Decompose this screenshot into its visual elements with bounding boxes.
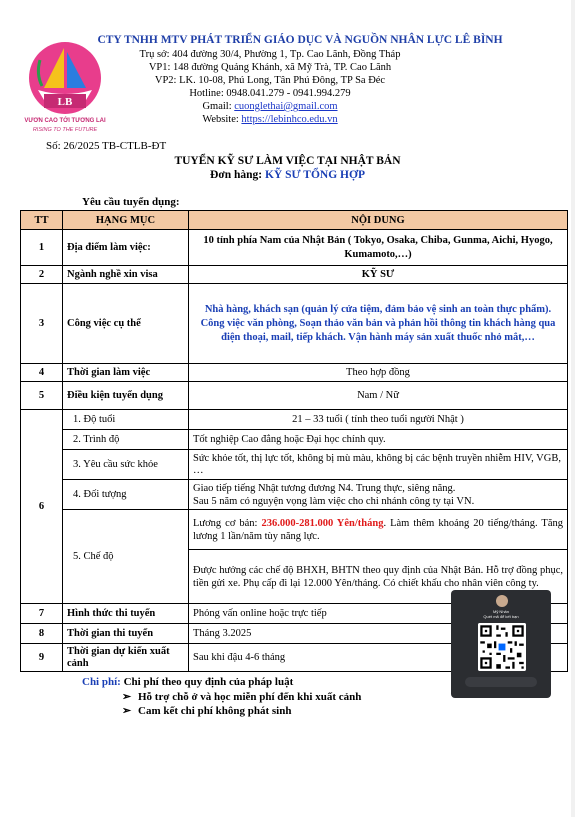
letterhead	[0, 0, 575, 140]
row-content: Tháng 3.2025	[189, 624, 568, 644]
row-content: Sau khi đậu 4-6 tháng	[189, 644, 568, 672]
table-row	[21, 510, 568, 550]
logo-text: LB	[57, 96, 73, 108]
row-content	[189, 480, 568, 510]
qr-action-button[interactable]	[465, 677, 537, 687]
qr-subtitle: Quét mã để kết bạn	[483, 614, 519, 619]
row-item: Thời gian làm việc	[63, 364, 189, 382]
row-number: 1	[21, 230, 63, 266]
table-row	[21, 430, 568, 450]
row-number: 3	[21, 284, 63, 364]
logo-slogan-vi: VƯƠN CAO TỚI TƯƠNG LAI	[24, 118, 106, 124]
row-item: Công việc cụ thể	[63, 284, 189, 364]
arrow-bullet-icon: ➢	[122, 705, 132, 717]
company-hotline: Hotline: 0948.041.279 - 0941.994.279	[189, 88, 351, 99]
row-item: Địa điểm làm việc:	[63, 230, 189, 266]
company-logo	[22, 38, 108, 138]
list-item	[122, 690, 361, 704]
costs-bullets	[122, 690, 361, 718]
arrow-bullet-icon: ➢	[122, 691, 132, 703]
row-item: 1. Độ tuổi	[63, 410, 189, 430]
table-row	[21, 382, 568, 410]
row-item: 5. Chế độ	[63, 510, 189, 604]
table-header-row	[21, 211, 568, 230]
table-row	[21, 450, 568, 480]
requirements-label: Yêu cầu tuyển dụng:	[82, 196, 180, 208]
company-vp2: VP2: LK. 10-08, Phú Long, Tân Phú Đông, TP Sa Đéc	[154, 75, 386, 86]
header-content: NỘI DUNG	[189, 211, 568, 230]
row-content: 10 tỉnh phía Nam của Nhật Bản ( Tokyo, Osaka, Chiba, Gunma, Aichi, Hyogo, Kumamoto,…)	[189, 230, 568, 266]
target-line-1: Giao tiếp tiếng Nhật tương đương N4. Trung thực, siêng năng.	[193, 482, 456, 494]
order-value: KỸ SƯ TỔNG HỢP	[264, 169, 365, 181]
website-link[interactable]: https://lebinhco.edu.vn	[241, 114, 338, 125]
row-content: Nam / Nữ	[189, 382, 568, 410]
row-number: 9	[21, 644, 63, 672]
qr-code-icon	[478, 623, 526, 671]
row-number: 7	[21, 604, 63, 624]
row-content: Phỏng vấn online hoặc trực tiếp	[189, 604, 568, 624]
row-content: Sức khỏe tốt, thị lực tốt, không bị mù màu, không bị các bệnh truyền nhiễm HIV, VGB, …	[189, 450, 568, 480]
row-number: 8	[21, 624, 63, 644]
company-vp1: VP1: 148 đường Quảng Khánh, xã Mỹ Trà, TP. Cao Lãnh	[148, 62, 392, 73]
row-item: 4. Đối tượng	[63, 480, 189, 510]
document-title: TUYỂN KỸ SƯ LÀM VIỆC TẠI NHẬT BẢN	[174, 155, 401, 167]
gmail-link[interactable]: cuonglethai@gmail.com	[234, 101, 338, 112]
row-number: 2	[21, 266, 63, 284]
costs-label: Chi phí:	[82, 676, 121, 688]
row-item: 2. Trình độ	[63, 430, 189, 450]
header-item: HẠNG MỤC	[63, 211, 189, 230]
row-content: Theo hợp đồng	[189, 364, 568, 382]
scrollbar[interactable]	[571, 0, 575, 817]
row-content: KỸ SƯ	[189, 266, 568, 284]
salary-value: 236.000-281.000 Yên/tháng	[261, 517, 384, 529]
company-contact	[120, 48, 420, 126]
row-content: Nhà hàng, khách sạn (quản lý cửa tiệm, đảm bảo vệ sinh an toàn thực phẩm). Công việc văn phòng, Soạn thảo văn bản và phản hồi thông tin khách hàng qua điện thoại, mail, tiếp khách. Vận hành máy sản xuất thuốc nhỏ mắt,…	[189, 284, 568, 364]
company-name: CTY TNHH MTV PHÁT TRIỂN GIÁO DỤC VÀ NGUỒN NHÂN LỰC LÊ BÌNH	[97, 34, 503, 46]
table-row	[21, 410, 568, 430]
row-item: Điều kiện tuyển dụng	[63, 382, 189, 410]
zalo-qr-card[interactable]	[451, 590, 551, 698]
row-number: 5	[21, 382, 63, 410]
header-tt: TT	[21, 211, 63, 230]
costs-text: Chi phí theo quy định của pháp luật	[120, 676, 294, 688]
table-row	[21, 480, 568, 510]
row-content: Tốt nghiệp Cao đẳng hoặc Đại học chính quy.	[189, 430, 568, 450]
list-item	[122, 704, 361, 718]
order-label: Đơn hàng:	[210, 169, 265, 181]
qr-owner-name: Mỹ Nhân	[492, 609, 509, 614]
table-row	[21, 230, 568, 266]
company-website-line	[120, 113, 420, 126]
salary-suffix: . Làm thêm khoảng 20 tiếng/tháng. Tăng lương 1 lần/năm tùy năng lực.	[193, 517, 563, 542]
logo-slogan-en: RISING TO THE FUTURE	[32, 127, 98, 133]
table-row	[21, 266, 568, 284]
company-hq: Trụ sở: 404 đường 30/4, Phường 1, Tp. Cao Lãnh, Đồng Tháp	[139, 49, 401, 60]
row-item: Ngành nghề xin visa	[63, 266, 189, 284]
order-line	[0, 169, 575, 181]
gmail-label: Gmail:	[202, 101, 235, 112]
row-content: 21 – 33 tuổi ( tính theo tuổi người Nhật )	[189, 410, 568, 430]
table-row	[21, 364, 568, 382]
bullet-text: Cam kết chi phí không phát sinh	[138, 705, 292, 717]
salary-prefix: Lương cơ bản:	[193, 517, 262, 529]
salary-content	[189, 510, 568, 550]
qr-name	[451, 609, 551, 619]
row-item: Thời gian dự kiến xuất cảnh	[63, 644, 189, 672]
row-item: 3. Yêu cầu sức khỏe	[63, 450, 189, 480]
row-item: Thời gian thi tuyển	[63, 624, 189, 644]
target-line-2: Sau 5 năm có nguyện vọng làm việc cho chi nhánh công ty tại VN.	[193, 495, 475, 507]
costs-line	[82, 675, 293, 690]
benefits-content: Được hưởng các chế độ BHXH, BHTN theo quy định của Nhật Bản. Hỗ trợ đồng phục, tiền gửi xe. Phụ cấp đi lại 12.000 Yên/tháng. Có chiết khấu cho nhân viên công ty.	[189, 550, 568, 604]
row-number: 4	[21, 364, 63, 382]
website-label: Website:	[202, 114, 242, 125]
document-number: Số: 26/2025 TB-CTLB-ĐT	[46, 140, 167, 152]
avatar	[496, 595, 508, 607]
company-gmail-line	[120, 100, 420, 113]
row-number: 6	[21, 410, 63, 604]
table-row	[21, 284, 568, 364]
bullet-text: Hỗ trợ chỗ ở và học miễn phí đến khi xuất cảnh	[138, 691, 362, 703]
row-item: Hình thức thi tuyển	[63, 604, 189, 624]
